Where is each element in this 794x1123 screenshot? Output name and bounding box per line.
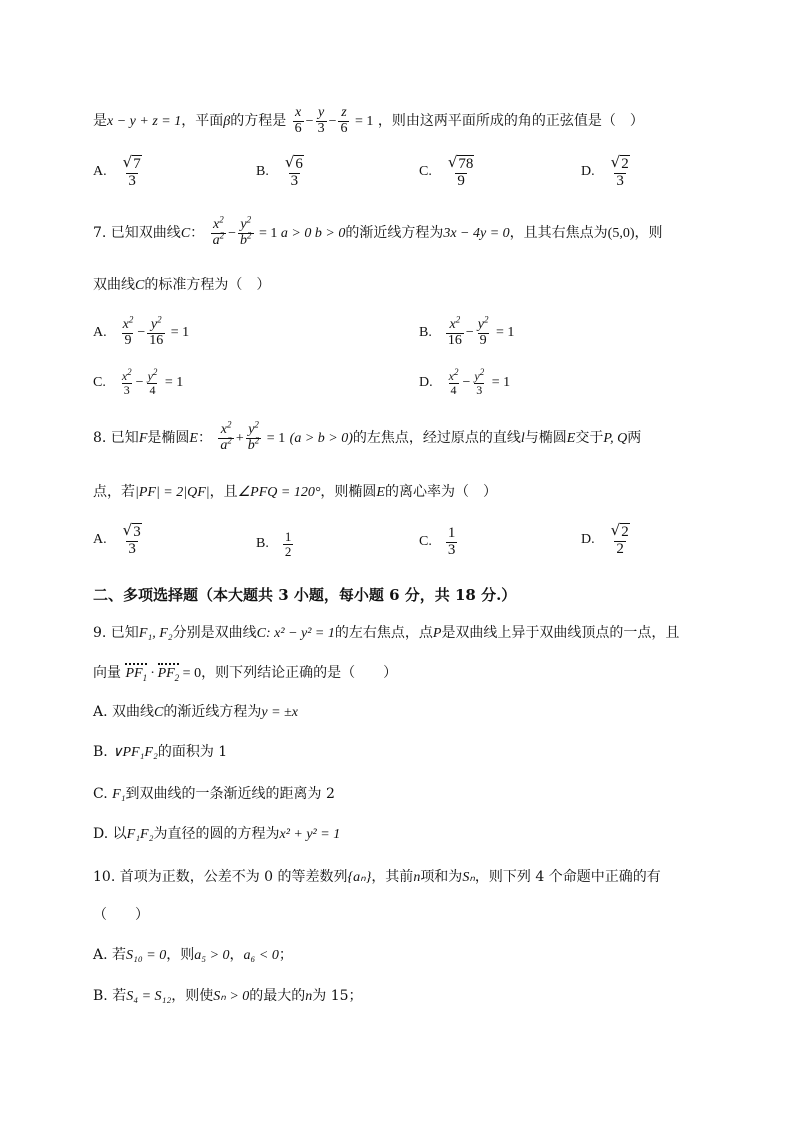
q6-plane-beta-eq: $\frac{x}{6}$ − $\frac{y}{3}$ − $\frac{z}{6}$ = 1: [294, 105, 374, 136]
q6-beta: β: [223, 114, 231, 130]
q9-text: A. 双曲线: [93, 704, 155, 720]
q10-result: a₅ > 0: [194, 948, 230, 963]
denominator: 3: [476, 382, 483, 397]
q7-condition: a > 0 b > 0: [280, 226, 346, 242]
q9-segment: F₁F₂: [126, 827, 154, 842]
q6-text: ，平面: [181, 113, 224, 130]
denominator: 2: [284, 543, 292, 559]
q9-text: 的左右焦点，点: [334, 625, 433, 641]
q9-text: 的面积为 1: [157, 744, 228, 760]
q6-plane-alpha-eq: x − y + z = 1: [107, 114, 182, 130]
q7-curve-name: C: [180, 226, 191, 242]
denominator: 4: [450, 382, 457, 397]
q10-text: B. 若: [93, 988, 127, 1004]
q6-text: 是: [93, 113, 107, 130]
q7-text: 的渐近线方程为: [345, 225, 444, 242]
q7-curve-name: C: [135, 278, 145, 293]
option-label: D.: [581, 164, 595, 180]
q10-n: n: [413, 870, 421, 885]
q6-question-text: ，则由这两平面所成的角的正弦值是（ ）: [377, 113, 644, 130]
q9-text: 向量: [93, 665, 121, 681]
denominator: 3: [447, 541, 456, 558]
option-label: B.: [256, 536, 269, 552]
q6-option-b[interactable]: B. √ 6 3: [256, 153, 303, 189]
denominator: 3: [290, 172, 299, 189]
numerator: 1: [284, 529, 292, 544]
q9-option-b[interactable]: [93, 744, 227, 762]
q10-text: ，: [229, 947, 244, 963]
q8-text: 点，若: [93, 484, 135, 500]
q9-text: 是双曲线上异于双曲线顶点的一点，且: [441, 625, 680, 641]
q10-text: ，则: [166, 947, 195, 963]
q9-curve-eq: C: x² − y² = 1: [256, 626, 335, 641]
q7-option-b[interactable]: B. $\frac{x^2}{16}$ − $\frac{y^2}{9}$ = 1: [419, 314, 515, 348]
q9-stem-line-2: [93, 665, 397, 683]
q7-text: 双曲线: [93, 277, 135, 293]
q9-text: C.: [93, 786, 113, 802]
q8-line-l: l: [520, 431, 525, 447]
q7-hyperbola-eq: $\frac{x^2}{a^2}$ − $\frac{y^2}{b^2}$ = 1: [212, 214, 281, 248]
q9-number: 9. 已知: [93, 625, 139, 641]
q9-asymptote: y = ±x: [261, 705, 298, 720]
q8-text: 交于: [575, 430, 604, 447]
q10-result: Sₙ > 0: [213, 989, 250, 1004]
q7-stem-line-1: [93, 214, 663, 248]
denominator: 9: [457, 172, 465, 189]
q8-option-a[interactable]: A. √ 3 3: [93, 521, 141, 557]
q9-triangle: ∨PF₁F₂: [112, 745, 158, 760]
q8-text: 与椭圆: [524, 430, 567, 447]
q8-text: 两: [627, 430, 642, 447]
denominator: 16: [149, 332, 164, 348]
option-label: C.: [419, 534, 432, 550]
q10-text: ，其前: [371, 869, 414, 885]
q10-sequence: {aₙ}: [347, 870, 372, 885]
q10-text: 的最大的: [249, 988, 306, 1004]
option-label: A.: [93, 164, 107, 180]
q10-option-a[interactable]: [93, 947, 293, 965]
radicand: 78: [458, 156, 474, 172]
q10-n: n: [305, 989, 313, 1004]
option-label: A.: [93, 325, 107, 341]
denominator: 16: [447, 332, 462, 348]
q8-ellipse-eq: $\frac{x^2}{a^2}$ + $\frac{y^2}{b^2}$ = 1: [220, 419, 286, 453]
q10-text: ；: [278, 947, 293, 963]
option-label: D.: [581, 532, 595, 548]
q9-option-d[interactable]: [93, 826, 340, 844]
q6-option-d[interactable]: D. √ 2 3: [581, 153, 629, 189]
q9-foci: F₁, F₂: [138, 626, 173, 641]
q7-stem-line-2: [93, 277, 270, 295]
q7-number: 7. 已知双曲线: [93, 225, 181, 242]
q9-text: 分别是双曲线: [172, 625, 257, 641]
q6-option-a[interactable]: A. √ 7 3: [93, 153, 141, 189]
q8-text: ，则椭圆: [320, 484, 377, 500]
q7-focus: (5,0): [607, 226, 635, 242]
denominator: 3: [128, 172, 136, 189]
q7-text: ，则: [634, 225, 663, 242]
q8-PQ: P, Q: [603, 431, 628, 447]
q10-condition: S₄ = S₁₂: [126, 989, 172, 1004]
q7-question-text: 的标准方程为（ ）: [144, 277, 271, 293]
q9-text: 为直径的圆的方程为: [153, 826, 280, 842]
option-label: A.: [93, 532, 107, 548]
q8-text: 的左焦点，经过原点的直线: [352, 430, 521, 447]
q8-E: E: [566, 431, 576, 447]
q9-F1: F₁: [112, 787, 126, 802]
q10-condition: S₁₀ = 0: [126, 948, 167, 963]
q10-Sn: Sₙ: [462, 870, 475, 885]
q8-text: ，且: [209, 484, 238, 500]
denominator: 3: [128, 540, 136, 557]
q9-circle-eq: x² + y² = 1: [279, 827, 341, 842]
section-heading: 二、多项选择题（本大题共 3 小题，每小题 6 分，共 18 分.）: [93, 586, 517, 604]
q10-text: A. 若: [93, 947, 127, 963]
q8-stem-line-2: [93, 484, 497, 502]
q10-text: 10. 首项为正数，公差不为 0 的等差数列: [93, 869, 348, 885]
q7-asymptote: 3x − 4y = 0: [443, 226, 510, 242]
q8-option-c[interactable]: [419, 526, 459, 559]
q7-option-c[interactable]: C. $\frac{x^2}{3}$ − $\frac{y^2}{4}$ = 1: [93, 367, 184, 397]
q8-text: 是椭圆: [147, 430, 190, 447]
denominator: 3: [123, 382, 130, 397]
radicand: 2: [621, 524, 629, 540]
q6-stem-line: [93, 106, 644, 136]
q8-stem-line-1: 8. 已知F是椭圆E： $\frac{x^2}{a^2}$ + $\frac{y^2}{b^2}$ = 1 (a > b > 0)的左焦点，经过原点的直线l与椭圆E交于P, Q两: [93, 419, 642, 453]
option-label: C.: [419, 164, 432, 180]
denominator: 9: [124, 332, 132, 348]
q9-text: 到双曲线的一条渐近线的距离为 2: [125, 786, 335, 802]
q10-result: a₆ < 0: [243, 948, 279, 963]
denominator: 9: [479, 332, 487, 348]
option-label: B.: [419, 325, 432, 341]
q10-text: ，则使: [171, 988, 214, 1004]
q8-F: F: [138, 431, 148, 447]
option-label: D.: [419, 375, 433, 391]
option-label: B.: [256, 164, 269, 180]
q10-text: ，则下列 4 个命题中正确的有: [474, 869, 661, 885]
q8-condition: (a > b > 0): [289, 431, 353, 447]
q8-E: E: [189, 431, 198, 447]
radicand: 7: [133, 156, 141, 172]
q9-text: D. 以: [93, 826, 127, 842]
q8-relation: |PF| = 2|QF|: [135, 485, 210, 500]
q10-text: 项和为: [420, 869, 463, 885]
denominator: 4: [149, 382, 156, 397]
q9-vector-dot-product: $PF_1 \cdot PF_2 = 0$: [125, 666, 202, 683]
q8-number: 8. 已知: [93, 430, 139, 447]
q8-question-text: 的离心率为（ ）: [384, 484, 497, 500]
radicand: 3: [133, 524, 141, 540]
option-label: C.: [93, 375, 106, 391]
radicand: 2: [621, 156, 629, 172]
q9-option-a[interactable]: A. 双曲线C的渐近线方程为y = ±x: [93, 704, 298, 720]
q10-option-b[interactable]: [93, 988, 363, 1006]
q8-angle: ∠PFQ = 120°: [237, 485, 321, 500]
denominator: 2: [616, 540, 624, 557]
q9-P: P: [432, 626, 442, 641]
q8-option-b[interactable]: [256, 530, 295, 558]
q7-option-a[interactable]: A. $\frac{x^2}{9}$ − $\frac{y^2}{16}$ = 1: [93, 314, 190, 348]
q8-option-d[interactable]: D. √ 2 2: [581, 521, 629, 557]
q7-option-d[interactable]: D. $\frac{x^2}{4}$ − $\frac{y^2}{3}$ = 1: [419, 367, 511, 397]
q10-text: 为 15；: [312, 988, 363, 1004]
q7-colon: ：: [190, 225, 205, 242]
q10-answer-paren: （ ）: [93, 907, 149, 923]
q8-E: E: [376, 485, 385, 500]
radicand: 6: [295, 156, 303, 172]
q7-text: ，且其右焦点为: [509, 225, 608, 242]
q9-text: 的渐近线方程为: [163, 704, 262, 720]
denominator: 3: [616, 172, 624, 189]
q10-stem-line-1: [93, 869, 661, 887]
q9-stem-line-1: [93, 625, 679, 643]
numerator: 1: [447, 525, 456, 541]
q9-text: B.: [93, 744, 113, 760]
q6-text: 的方程是: [230, 113, 287, 130]
q9-option-c[interactable]: [93, 786, 335, 804]
q6-option-c[interactable]: C. √ 78 9: [419, 153, 474, 189]
q9-question-text: ，则下列结论正确的是（ ）: [201, 665, 398, 681]
